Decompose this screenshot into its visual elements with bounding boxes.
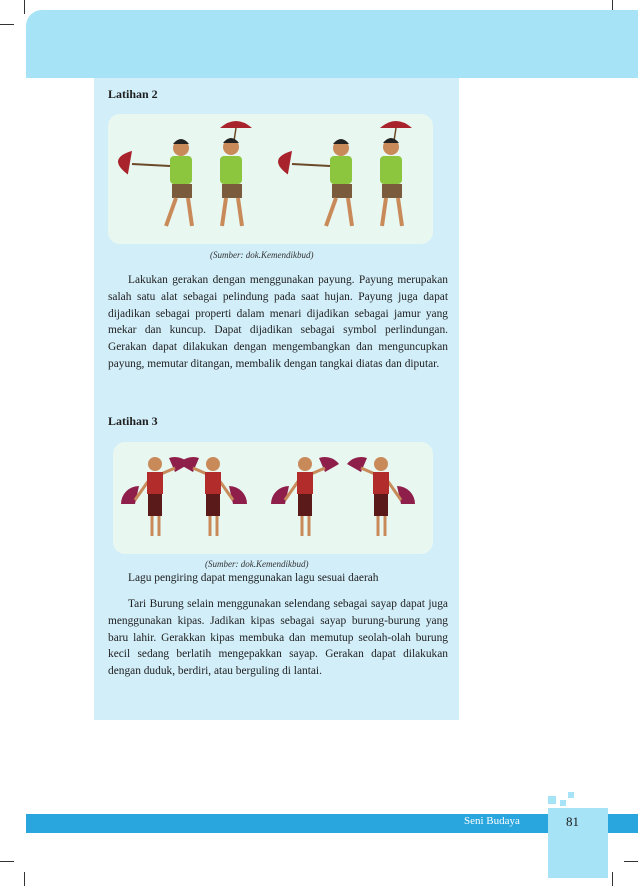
dancer-umbrella-overhead [220,121,252,226]
paragraph-text: Tari Burung selain menggunakan selendang sebagai sayap dapat juga menggunakan kipas. Jadikan kipas sebagai sayap burung-burung yang baru lahir. Gerakkan kipas membuka dan memutup seolah-olah burung kecil sedang berlatih mengepakkan sayap. Gerakan dapat dilakukan dengan duduk, berdiri, atau berguling di lantai. [108,598,448,678]
crop-mark [624,861,638,862]
paragraph [108,570,448,587]
paragraph-text: Lakukan gerakan dengan menggunakan payung. Payung merupakan salah satu alat sebagai pelindung pada saat hujan. Payung juga dapat dijadikan sebagai properti dalam menari dijadikan sebagai jamur yang mekar dan kuncup. Dapat dijadikan sebagai symbol perlindungan. Gerakan dapat dilakukan dengan mengembangkan dan menguncupkan payung, memutar ditangan, membalik dengan tangkai diatas dan diputar. [108,274,448,370]
crop-mark [0,24,14,25]
paragraph-text: Lagu pengiring dapat menggunakan lagu sesuai daerah [128,572,379,584]
crop-mark [0,861,14,862]
fan-dance-illustration [113,442,433,554]
image-caption: (Sumber: dok.Kemendikbud) [205,559,309,569]
crop-mark [24,872,25,886]
fan-dancers-figure [113,442,433,554]
dancer-umbrella-overhead [380,121,412,226]
decor-square [560,800,566,806]
dancer-with-fans [347,457,415,536]
footer-bar [26,814,638,833]
crop-mark [612,872,613,886]
image-caption: (Sumber: dok.Kemendikbud) [210,250,314,260]
umbrella-dance-illustration [108,114,433,244]
decor-square [548,796,556,804]
dancer-umbrella-side [116,139,192,226]
section-heading: Latihan 2 [108,87,158,101]
dancer-with-fans [179,457,247,536]
dancer-with-fans [271,457,339,536]
header-banner [26,10,638,78]
decor-square [568,792,574,798]
footer-section-name: Seni Budaya [464,815,520,827]
dancer-umbrella-side [276,139,352,226]
section-heading: Latihan 3 [108,414,158,428]
page-number: 81 [566,814,579,829]
umbrella-dancers-figure [108,114,433,244]
crop-mark [24,0,25,14]
dancer-with-fans [121,457,189,536]
paragraph [108,596,448,680]
paragraph [108,272,448,373]
